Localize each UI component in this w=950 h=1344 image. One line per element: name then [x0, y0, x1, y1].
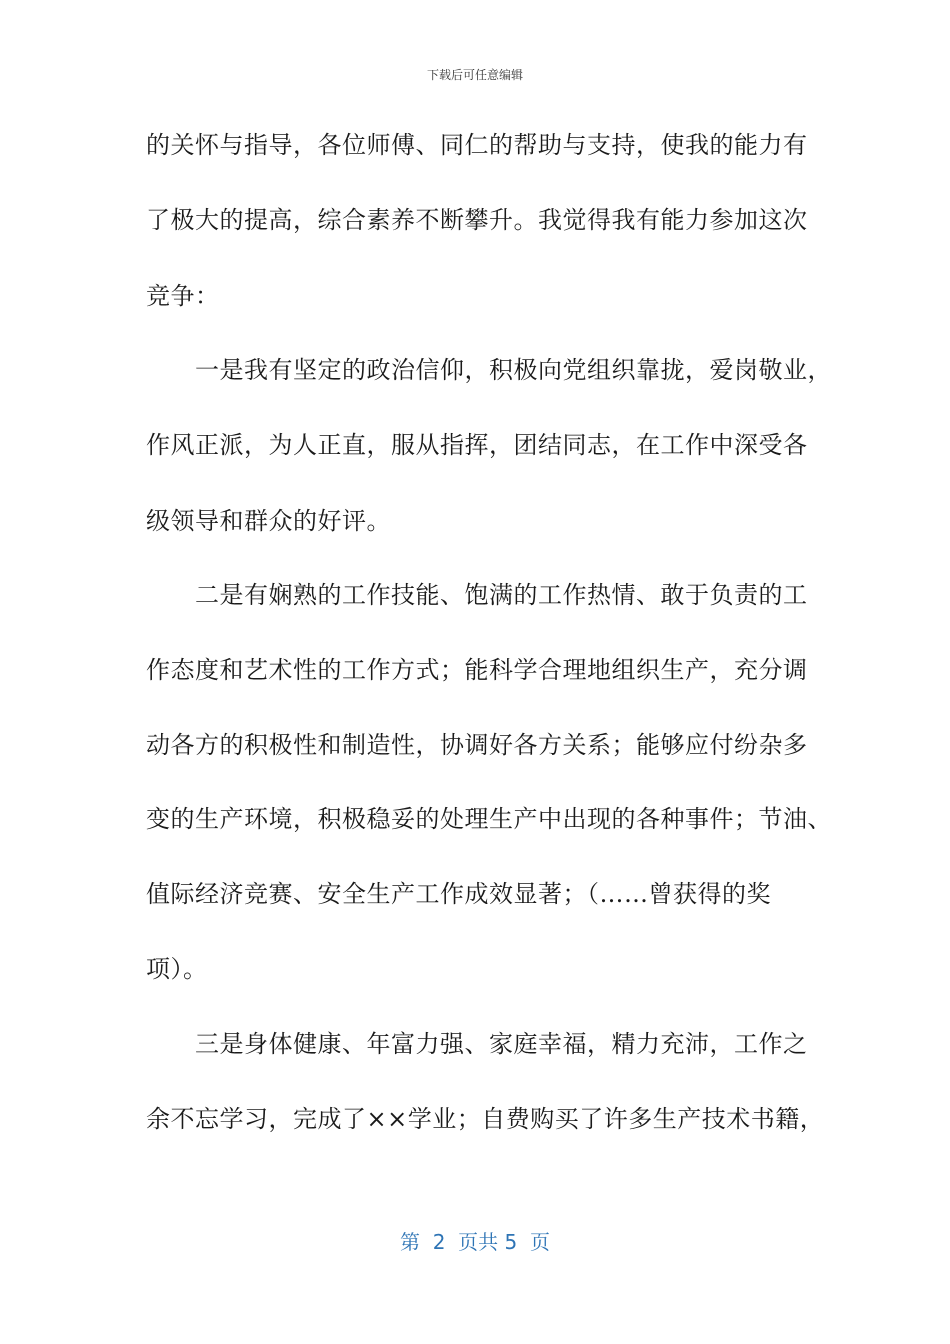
body-line: 动各方的积极性和制造性，协调好各方关系；能够应付纷杂多 [146, 731, 808, 759]
body-line: 作风正派，为人正直，服从指挥，团结同志，在工作中深受各 [146, 431, 808, 459]
body-line: 变的生产环境，积极稳妥的处理生产中出现的各种事件；节油、 [146, 805, 832, 833]
body-line: 二是有娴熟的工作技能、饱满的工作热情、敢于负责的工 [146, 581, 808, 609]
body-line: 竞争： [146, 282, 220, 310]
body-line: 的关怀与指导，各位师傅、同仁的帮助与支持，使我的能力有 [146, 131, 808, 159]
body-line: 项）。 [146, 955, 208, 983]
body-line: 三是身体健康、年富力强、家庭幸福，精力充沛，工作之 [146, 1030, 808, 1058]
page-number-footer: 第 2 页共 5 页 [400, 1230, 550, 1254]
body-line: 级领导和群众的好评。 [146, 507, 391, 535]
body-line: 了极大的提高，综合素养不断攀升。我觉得我有能力参加这次 [146, 206, 808, 234]
page-header: 下载后可任意编辑 [426, 68, 523, 82]
body-line: 一是我有坚定的政治信仰，积极向党组织靠拢，爱岗敬业， [146, 356, 832, 384]
body-line: 作态度和艺术性的工作方式；能科学合理地组织生产，充分调 [146, 656, 808, 684]
body-line: 值际经济竞赛、安全生产工作成效显著；（……曾获得的奖 [146, 880, 771, 908]
body-line: 余不忘学习，完成了××学业；自费购买了许多生产技术书籍， [146, 1105, 825, 1133]
